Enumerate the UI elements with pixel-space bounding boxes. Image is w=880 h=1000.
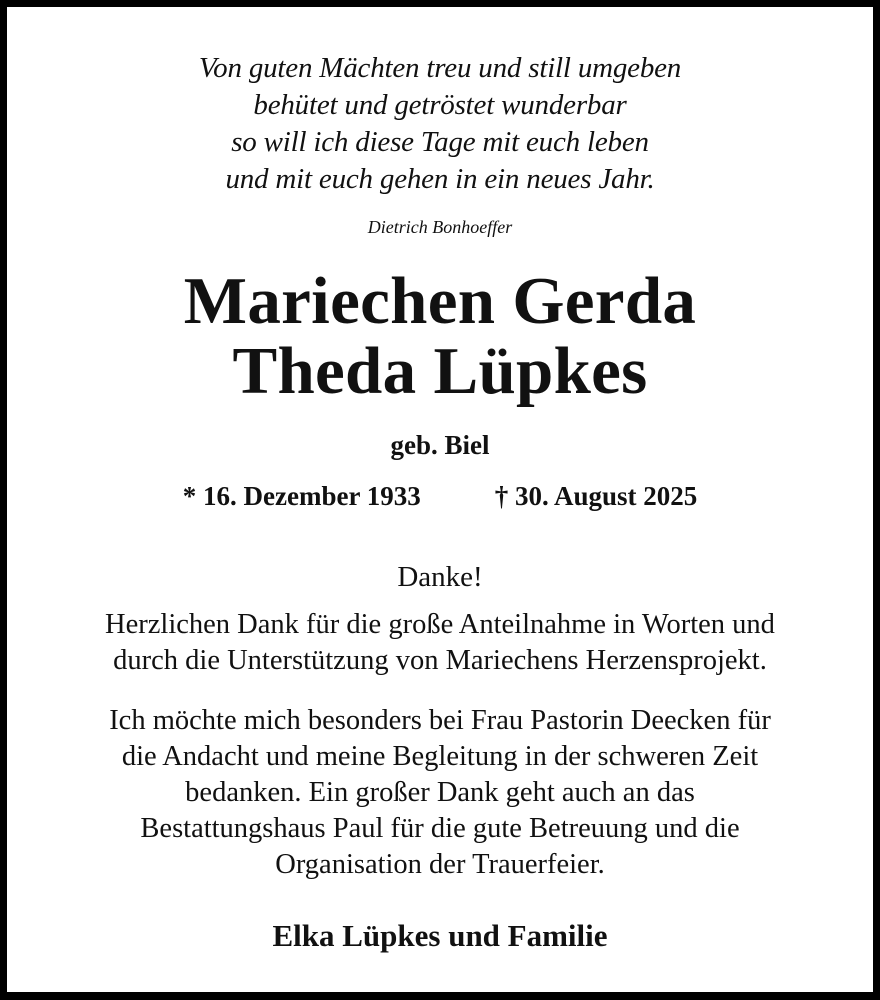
signature: Elka Lüpkes und Familie [272, 918, 608, 953]
deceased-name-line: Theda Lüpkes [232, 334, 648, 408]
thanks-title: Danke! [397, 561, 483, 593]
quote-line: Von guten Mächten treu und still umgeben [198, 52, 682, 84]
thanks-paragraph-2 [7, 703, 873, 883]
quote-author: Dietrich Bonhoeffer [367, 217, 513, 237]
paragraph-line: Herzlichen Dank für die große Anteilnahme in Worten und [105, 609, 775, 640]
paragraph-line: Ich möchte mich besonders bei Frau Pastorin Deecken für [109, 705, 771, 736]
quote-line: so will ich diese Tage mit euch leben [231, 126, 649, 158]
life-dates [7, 479, 873, 513]
death-date: † 30. August 2025 [494, 481, 698, 511]
paragraph-line: Organisation der Trauerfeier. [275, 849, 605, 880]
quote-block [7, 50, 873, 198]
paragraph-line: bedanken. Ein großer Dank geht auch an das [185, 777, 695, 808]
paragraph-line: Bestattungshaus Paul für die gute Betreuung und die [140, 813, 740, 844]
paragraph-line: durch die Unterstützung von Mariechens Herzensprojekt. [113, 645, 767, 676]
quote-line: behütet und getröstet wunderbar [253, 89, 627, 121]
birth-date: * 16. Dezember 1933 [182, 481, 421, 511]
thanks-paragraph-1 [7, 607, 873, 679]
paragraph-line: die Andacht und meine Begleitung in der schweren Zeit [121, 741, 759, 772]
maiden-name: geb. Biel [390, 430, 490, 460]
deceased-name [7, 266, 873, 406]
deceased-name-line: Mariechen Gerda [183, 264, 697, 338]
notice-content [7, 7, 873, 992]
quote-line: und mit euch gehen in ein neues Jahr. [225, 163, 655, 195]
